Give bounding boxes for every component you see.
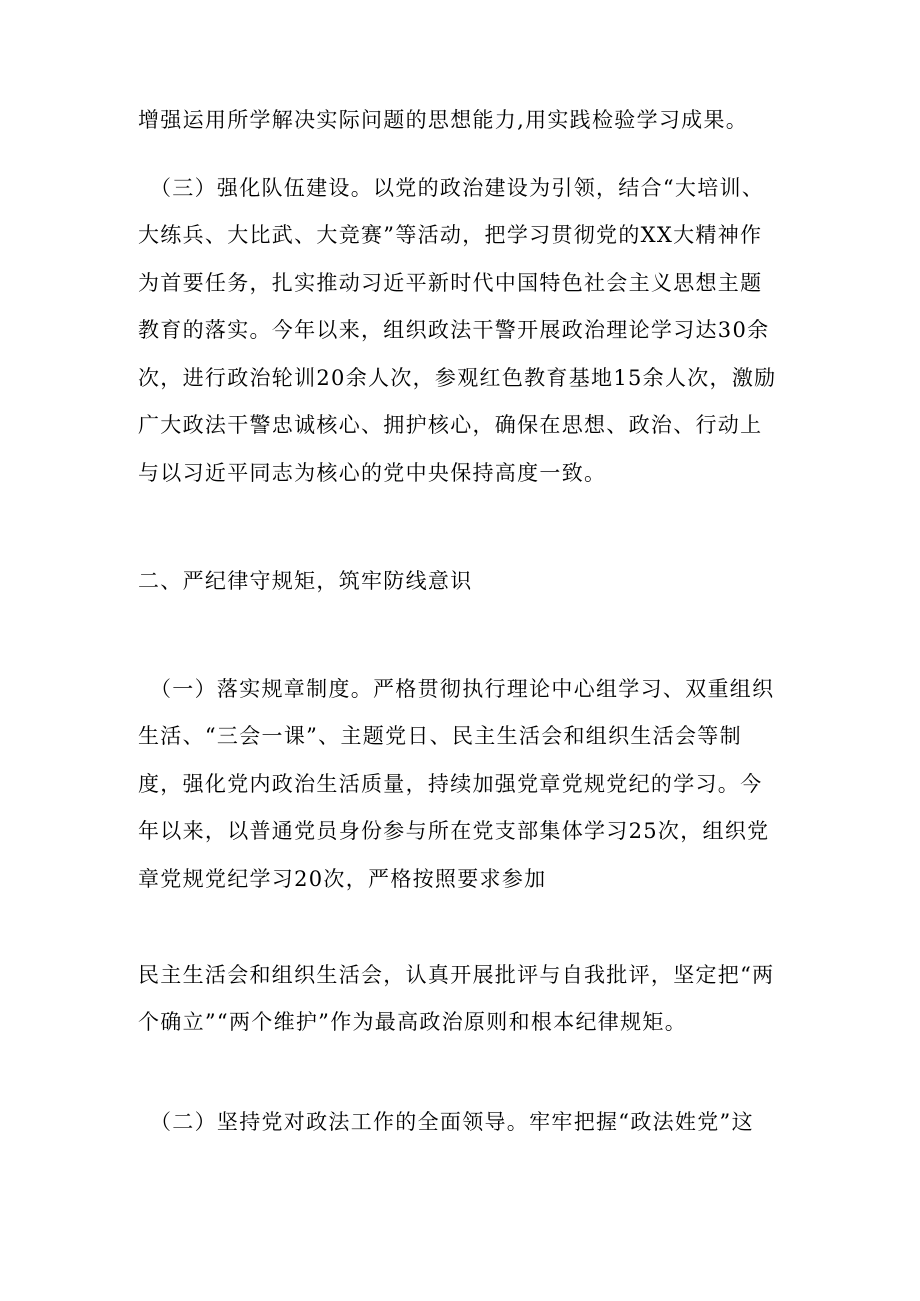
paragraph-line: 年以来，以普通党员身份参与所在党支部集体学习25次，组织党: [138, 819, 770, 843]
paragraph-line: 与以习近平同志为核心的党中央保持高度一致。: [138, 461, 607, 485]
paragraph-line: 增强运用所学解决实际问题的思想能力,用实践检验学习成果。: [138, 108, 749, 132]
paragraph-line: 广大政法干警忠诚核心、拥护核心，确保在思想、政治、行动上: [138, 413, 763, 437]
paragraph-line: 个确立”“两个维护”作为最高政治原则和根本纪律规矩。: [138, 1010, 688, 1034]
paragraph-line: 次，进行政治轮训20余人次，参观红色教育基地15余人次，激励: [138, 366, 777, 390]
paragraph-line: 生活、“三会一课”、主题党日、民主生活会和组织生活会等制: [138, 724, 742, 748]
paragraph-line: 度，强化党内政治生活质量，持续加强党章党规党纪的学习。今: [138, 772, 763, 796]
paragraph-line: 章党规党纪学习20次，严格按照要求参加: [138, 867, 547, 891]
paragraph-line: 大练兵、大比武、大竞赛”等活动，把学习贯彻党的XX大精神作: [138, 223, 763, 247]
paragraph-line: （三）强化队伍建设。以党的政治建设为引领，结合“大培训、: [150, 176, 765, 200]
paragraph-line: 民主生活会和组织生活会，认真开展批评与自我批评，坚定把“两: [138, 963, 775, 987]
section-heading: 二、严纪律守规矩，筑牢防线意识: [138, 569, 473, 593]
paragraph-line: （二）坚持党对政法工作的全面领导。牢牢把握“政法姓党”这: [150, 1110, 754, 1134]
paragraph-line: 教育的落实。今年以来，组织政法干警开展政治理论学习达30余: [138, 318, 770, 342]
paragraph-line: 为首要任务，扎实推动习近平新时代中国特色社会主义思想主题: [138, 271, 763, 295]
paragraph-line: （一）落实规章制度。严格贯彻执行理论中心组学习、双重组织: [150, 677, 775, 701]
